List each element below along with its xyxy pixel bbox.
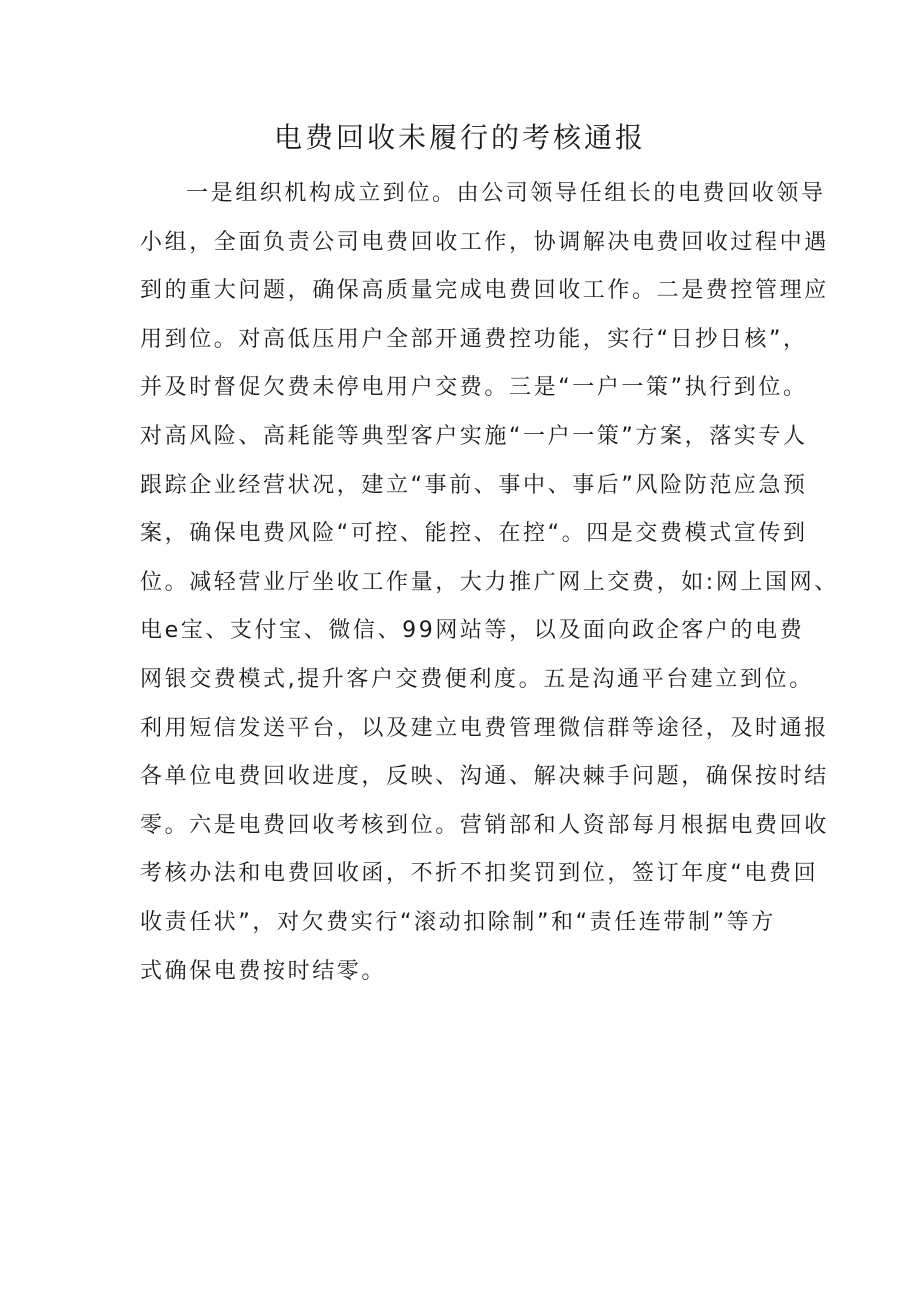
body-line: 各单位电费回收进度，反映、沟通、解决棘手问题，确保按时结 [140,764,829,790]
body-line: 跟踪企业经营状况，建立“事前、事中、事后”风险防范应急预 [140,472,808,498]
body-line: 利用短信发送平台，以及建立电费管理微信群等途径，及时通报 [140,715,829,741]
body-line: 考核办法和电费回收函，不折不扣奖罚到位，签订年度“电费回 [140,861,819,887]
body-line: 并及时督促欠费未停电用户交费。三是“一户一策”执行到位。 [140,375,808,401]
body-line: 一是组织机构成立到位。由公司领导任组长的电费回收领导 [186,181,826,206]
body-line: 网银交费模式,提升客户交费便利度。五是沟通平台建立到位。 [140,666,814,692]
body-line: 收责任状”，对欠费实行“滚动扣除制”和“责任连带制”等方 [140,909,776,935]
body-line: 小组，全面负责公司电费回收工作，协调解决电费回收过程中遇 [140,229,829,255]
body-line: 到的重大问题，确保高质量完成电费回收工作。二是费控管理应 [140,278,829,304]
body-line: 电e宝、支付宝、微信、99网站等，以及面向政企客户的电费 [140,618,805,644]
body-line: 用到位。对高低压用户全部开通费控功能，实行“日抄日核”， [140,326,808,352]
document-title: 电费回收未履行的考核通报 [273,121,646,154]
body-line: 位。减轻营业厅坐收工作量，大力推广网上交费，如:网上国网、 [140,569,839,595]
document-body [140,170,839,996]
body-line: 零。六是电费回收考核到位。营销部和人资部每月根据电费回收 [140,812,829,838]
body-line: 案，确保电费风险“可控、能控、在控“。四是交费模式宣传到 [140,521,808,547]
body-line: 式确保电费按时结零。 [140,958,387,984]
body-line: 对高风险、高耗能等典型客户实施“一户一策”方案，落实专人 [140,423,808,449]
